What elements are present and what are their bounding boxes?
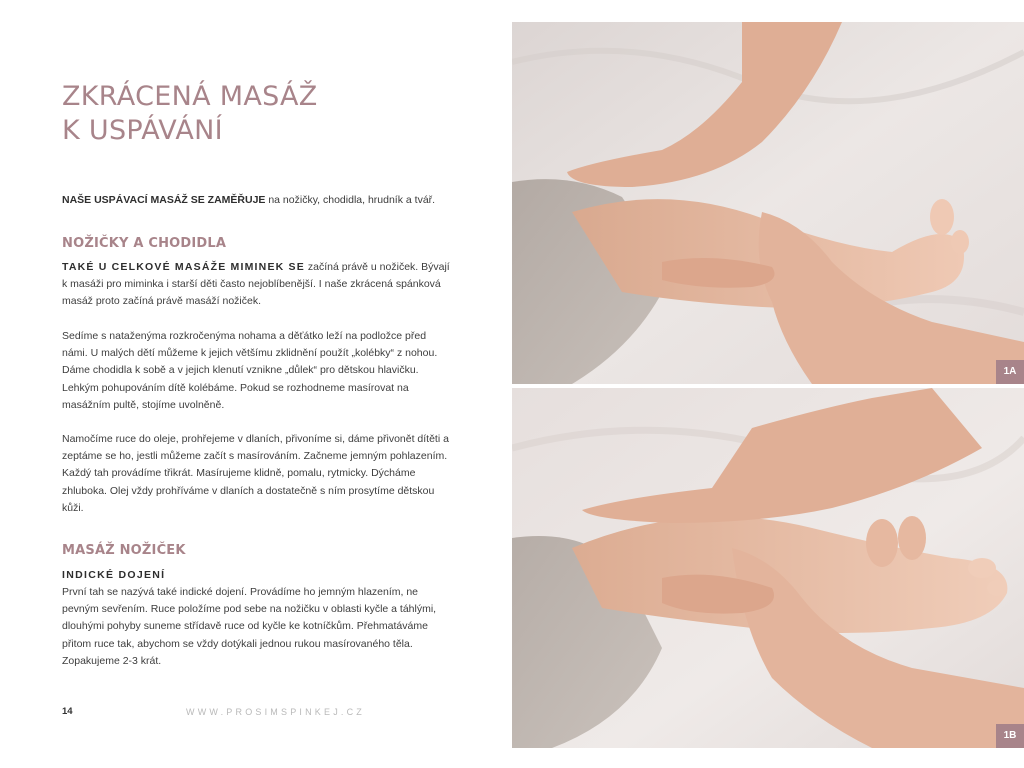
page-title-line-1: ZKRÁCENÁ MASÁŽ xyxy=(62,81,318,112)
feet-paragraph-3: Namočíme ruce do oleje, prohřejeme v dlaních, přivoníme si, dáme přivonět dítěti a zeptáme se ho, jestli můžeme začít s masírováním. Začneme jemným pohlazením. Každý tah provádíme třikrát. Masírujeme klidně, pomalu, rytmicky. Dýcháme zhluboka. Olej vždy prohříváme v dlaních a dostatečně s ním prosytíme dětskou kůži. xyxy=(62,433,449,514)
feet-paragraph-lead: TAKÉ U CELKOVÉ MASÁŽE MIMINEK SE xyxy=(62,261,305,273)
subheading-indian-milking: INDICKÉ DOJENÍ xyxy=(62,569,166,581)
intro-paragraph xyxy=(62,192,462,208)
photo-1b-illustration xyxy=(512,388,1024,748)
website-url: WWW.PROSIMSPINKEJ.CZ xyxy=(186,707,366,717)
photo-1a xyxy=(512,22,1024,384)
intro-text: na nožičky, chodidla, hrudník a tvář. xyxy=(265,194,436,206)
section-heading-leg-massage: MASÁŽ NOŽIČEK xyxy=(62,543,186,558)
photo-badge-1b: 1B xyxy=(996,724,1024,748)
page-number: 14 xyxy=(62,706,73,717)
leg-massage-paragraph: První tah se nazývá také indické dojení. Provádíme ho jemným hlazením, ne pevným sevřením. Ruce položíme pod sebe na nožičku v oblasti kyčle a táhlými, dlouhými pohyby suneme střídavě ruce od kyčle ke kotníčkům. Přehmatáváme přitom ruce tak, abychom se vždy dotýkali jednou rukou masírovaného těla. Zopakujeme 2-3 krát. xyxy=(62,586,437,667)
photo-badge-1a: 1A xyxy=(996,360,1024,384)
photo-1b xyxy=(512,388,1024,748)
photo-1a-illustration xyxy=(512,22,1024,384)
feet-paragraph-2: Sedíme s nataženýma rozkročenýma nohama a děťátko leží na podložce před námi. U malých dětí můžeme k jejich většímu zklidnění použít „kolébky“ z nohou. Dáme chodidla k sobě a v jejich klenutí vznikne „důlek“ pro dětskou hlavičku. Lehkým pohupováním dítě kolébáme. Pokud se rozhodneme masírovat na masážním pultě, stojíme uvolněně. xyxy=(62,330,438,411)
page-title-line-2: K USPÁVÁNÍ xyxy=(62,115,223,146)
feet-paragraph-1-text: začíná právě u nožiček. Bývají k masáži pro miminka i starší děti často nejoblíbenější. I naše zkrácená spánková masáž proto začíná právě masáží nožiček. xyxy=(62,261,450,308)
section-heading-feet: NOŽIČKY A CHODIDLA xyxy=(62,236,227,251)
feet-paragraph-1 xyxy=(62,259,452,311)
page-title xyxy=(62,80,318,148)
intro-bold: NAŠE USPÁVACÍ MASÁŽ SE ZAMĚŘUJE xyxy=(62,194,266,206)
